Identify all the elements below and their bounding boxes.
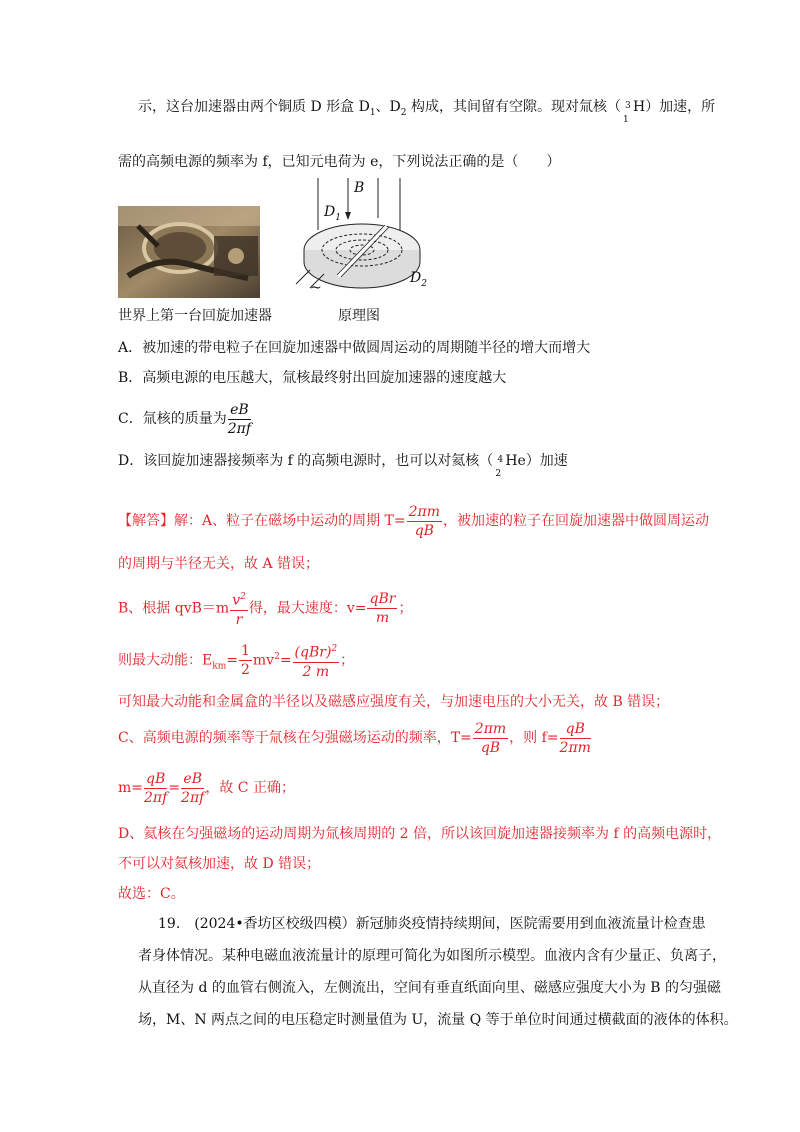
solution-line3: B、根据 qvB＝m $\frac{v^2}{r}$ 得，最大速度：v= $\frac{\text{qBr}}{m}$ ； [118,588,412,629]
solution-line1: 【解答】解：A、粒子在磁场中运动的周期 T= $\frac{2\pi m}{qB}$ ，被加速的粒子在回旋加速器中做圆周运动 [118,503,710,539]
option-d: D．该回旋加速器接频率为 f 的高频电源时，也可以对氦核（ 4 2 He）加速 [118,450,568,472]
solution-line9: 不可以对氦核加速，故 D 错误； [118,856,321,872]
solution-line4: 则最大动能：$E_{km}=$ $\frac{1}{2}$ $mv^2=$ $\frac{(qBr)^2}{2 m}$ ； [118,636,354,687]
question-19-line4: 场，M、N 两点之间的电压稳定时测量值为 U，流量 Q 等于单位时间通过横截面的液体的体积。 [138,1012,738,1028]
cyclotron-principle-diagram: B $D_1$ $D_2$ ~ [290,178,440,298]
question-19-line3: 从直径为 d 的血管右侧流入，左侧流出，空间有垂直纸面向里、磁感应强度大小为 B 的匀强磁 [138,980,722,996]
question-intro-line1: 示，这台加速器由两个铜质 D 形盒 $D_1$、$D_2$ 构成，其间留有空隙。现对氚核（ 3 1 H）加速，所 [138,96,715,123]
option-b: B．高频电源的电压越大，氚核最终射出回旋加速器的速度越大 [118,370,507,386]
label-d1: $D_1$ [324,204,341,223]
solution-answer: 故选：C。 [118,886,185,902]
option-c-fraction: $\frac{eB}{2\pi f}$ [227,401,252,437]
label-d2: $D_2$ [410,270,427,289]
question-19-line1: 19. (2024•香坊区校级四模）新冠肺炎疫情持续期间，医院需要用到血液流量计检查患 [158,916,706,932]
option-a: A．被加速的带电粒子在回旋加速器中做圆周运动的周期随半径的增大而增大 [118,340,591,356]
solution-line7: m= $\frac{qB}{2\pi f}$ = $\frac{eB}{2\pi f}$ ，故 C 正确； [118,770,295,806]
solution-line2: 的周期与半径无关，故 A 错误； [118,556,320,572]
cyclotron-photo [118,206,260,298]
diagram-caption: 原理图 [338,308,380,324]
tritium-isotope-notation: 3 1 [622,101,631,125]
solution-line8: D、氦核在匀强磁场的运动周期为氚核周期的 2 倍，所以该回旋加速器接频率为 f 的高频电源时， [118,826,722,842]
question-19-line2: 者身体情况。某种电磁血液流量计的原理可简化为如图所示模型。血液内含有少量正、负离子， [138,948,726,964]
solution-line5: 可知最大动能和金属盒的半径以及磁感应强度有关，与加速电压的大小无关，故 B 错误； [118,694,670,710]
question-intro-line2: 需的高频电源的频率为 f，已知元电荷为 e，下列说法正确的是（ ） [118,154,561,170]
solution-line6: C、高频电源的频率等于氚核在匀强磁场运动的频率，T= $\frac{2\pi m}{qB}$ ，则 f= $\frac{qB}{2\pi m}$ [118,720,591,756]
photo-caption: 世界上第一台回旋加速器 [118,308,272,324]
option-c: C．氚核的质量为 $\frac{eB}{2\pi f}$ [118,401,252,437]
helium-isotope-notation: 4 2 [495,455,504,479]
